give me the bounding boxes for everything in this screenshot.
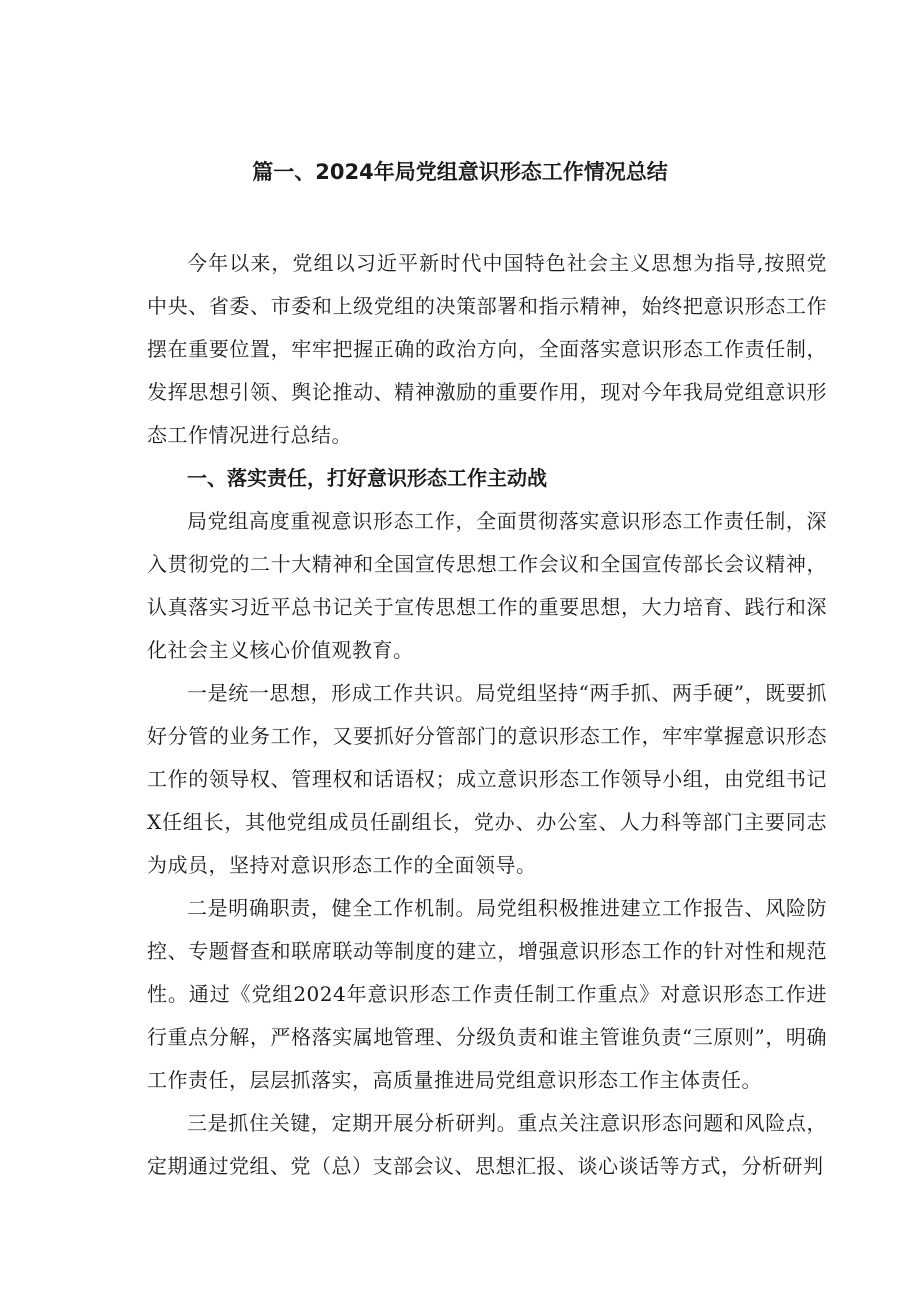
document-title: 篇一、2024年局党组意识形态工作情况总结 xyxy=(252,160,668,184)
section-paragraph: 三是抓住关键，定期开展分析研判。重点关注意识形态问题和风险点，定期通过党组、党（总）支部会议、思想汇报、谈心谈话等方式，分析研判 xyxy=(147,1111,827,1178)
section-paragraph: 一是统一思想，形成工作共识。局党组坚持“两手抓、两手硬”，既要抓好分管的业务工作，又要抓好分管部门的意识形态工作，牢牢掌握意识形态工作的领导权、管理权和话语权；成立意识形态工作领导小组，由党组书记X任组长，其他党组成员任副组长，党办、办公室、人力科等部门主要同志为成员，坚持对意识形态工作的全面领导。 xyxy=(147,681,827,877)
document-body xyxy=(147,242,827,1188)
section-heading: 一、落实责任，打好意识形态工作主动战 xyxy=(187,466,547,490)
section-paragraph: 局党组高度重视意识形态工作，全面贯彻落实意识形态工作责任制，深入贯彻党的二十大精神和全国宣传思想工作会议和全国宣传部长会议精神，认真落实习近平总书记关于宣传思想工作的重要思想，大力培育、践行和深化社会主义核心价值观教育。 xyxy=(147,509,827,662)
section-paragraph: 二是明确职责，健全工作机制。局党组积极推进建立工作报告、风险防控、专题督查和联席联动等制度的建立，增强意识形态工作的针对性和规范性。通过《党组2024年意识形态工作责任制工作重点》对意识形态工作进行重点分解，严格落实属地管理、分级负责和谁主管谁负责“三原则”，明确工作责任，层层抓落实，高质量推进局党组意识形态工作主体责任。 xyxy=(147,896,827,1092)
intro-paragraph: 今年以来，党组以习近平新时代中国特色社会主义思想为指导,按照党中央、省委、市委和上级党组的决策部署和指示精神，始终把意识形态工作摆在重要位置，牢牢把握正确的政治方向，全面落实意识形态工作责任制，发挥思想引领、舆论推动、精神激励的重要作用，现对今年我局党组意识形态工作情况进行总结。 xyxy=(147,251,827,447)
